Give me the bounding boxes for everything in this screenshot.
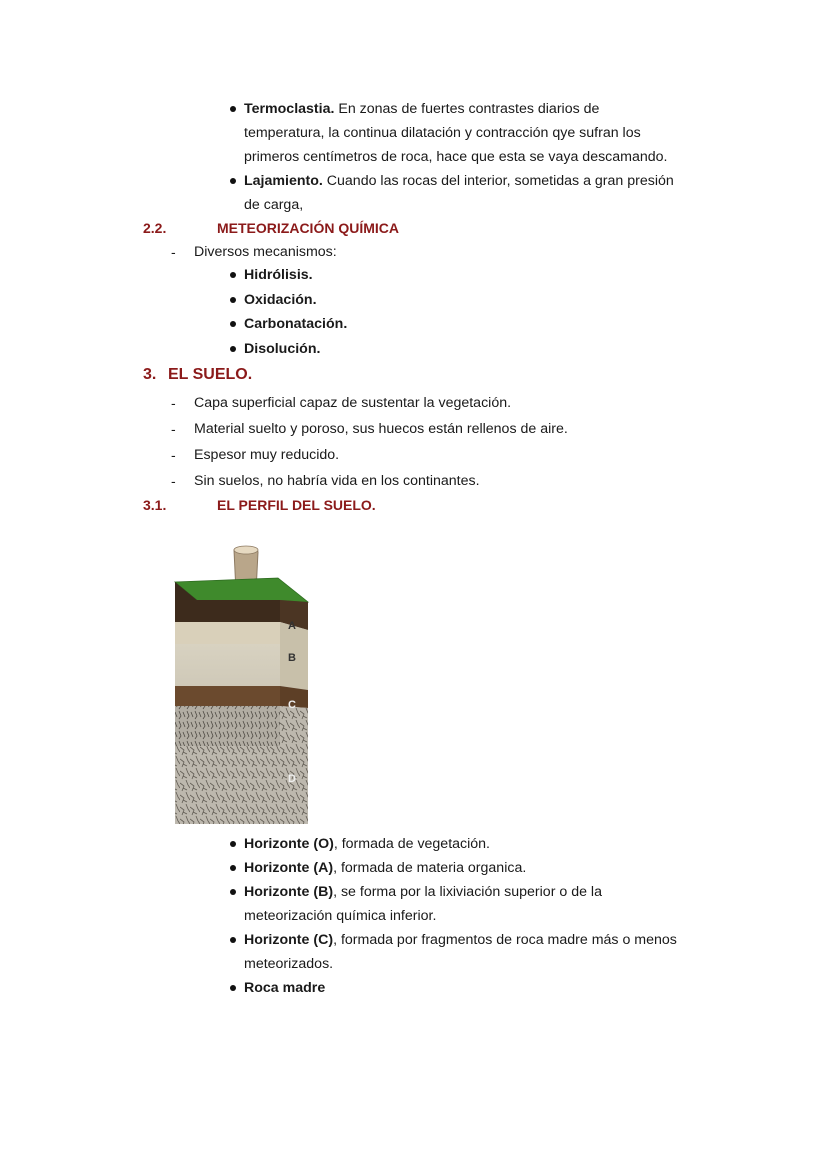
bullet [230,272,236,278]
soil-profile-illustration [170,540,315,830]
list-item-termoclastia [244,97,599,121]
text-line: de carga, [244,197,304,213]
dash-marker: - [171,447,176,463]
dash-marker: - [171,421,176,437]
text: Cuando las rocas del interior, sometidas a gran presión [322,173,674,189]
list-item-lajamiento [244,169,674,193]
soil-point: Espesor muy reducido. [194,447,340,463]
text: , se forma por la lixiviación superior o de la [333,884,602,900]
section-title: EL SUELO. [168,366,253,383]
term: Horizonte (B) [244,884,334,900]
profile-label-a: A [288,620,296,632]
mechanism-item: Oxidación. [244,292,317,308]
horizon-item [244,976,325,1000]
layer-a [175,622,280,644]
term: Roca madre [244,980,326,996]
layer-o [175,600,280,622]
layer-d [175,746,280,824]
soil-point: Capa superficial capaz de sustentar la vegetación. [194,395,512,411]
term: Horizonte (O) [244,836,334,852]
section-number: 3.1. [143,497,167,513]
section-title: EL PERFIL DEL SUELO. [217,497,376,513]
soil-point: Sin suelos, no habría vida en los continantes. [194,473,480,489]
horizon-item [244,880,602,904]
mechanisms-intro: Diversos mecanismos: [194,244,337,260]
mechanism-item: Carbonatación. [244,316,348,332]
section-number: 2.2. [143,220,167,236]
horizon-item [244,832,490,856]
tree-stump-top [234,546,258,554]
profile-label-d: D [288,773,296,785]
profile-label-b: B [288,652,296,664]
mechanism-item: Hidrólisis. [244,267,313,283]
section-title: METEORIZACIÓN QUÍMICA [217,220,399,236]
dash-marker: - [171,395,176,411]
profile-label-c: C [288,699,296,711]
bullet [230,889,236,895]
bullet [230,841,236,847]
text: , formada por fragmentos de roca madre más o menos [333,932,677,948]
layer-b [175,644,280,686]
bullet [230,178,236,184]
bullet [230,106,236,112]
dash-marker: - [171,244,176,260]
bullet [230,297,236,303]
term: Horizonte (C) [244,932,334,948]
section-number: 3. [143,366,157,383]
term: Termoclastia. [244,101,335,117]
horizon-item [244,928,677,952]
text-line: temperatura, la continua dilatación y contracción qye sufran los [244,125,641,141]
text-line: meteorizados. [244,956,334,972]
bullet [230,865,236,871]
bullet [230,346,236,352]
bullet [230,321,236,327]
text-line: primeros centímetros de roca, hace que esta se vaya descamando. [244,149,668,165]
text: En zonas de fuertes contrastes diarios de [334,101,600,117]
bullet [230,937,236,943]
layer-c-top [175,686,280,706]
dash-marker: - [171,473,176,489]
layer-c [175,706,280,746]
text: , formada de materia organica. [333,860,527,876]
mechanism-item: Disolución. [244,341,321,357]
term: Horizonte (A) [244,860,334,876]
bullet [230,985,236,991]
text: , formada de vegetación. [333,836,491,852]
text-line: meteorización química inferior. [244,908,437,924]
term: Lajamiento. [244,173,323,189]
soil-point: Material suelto y poroso, sus huecos están rellenos de aire. [194,421,568,437]
horizon-item [244,856,526,880]
